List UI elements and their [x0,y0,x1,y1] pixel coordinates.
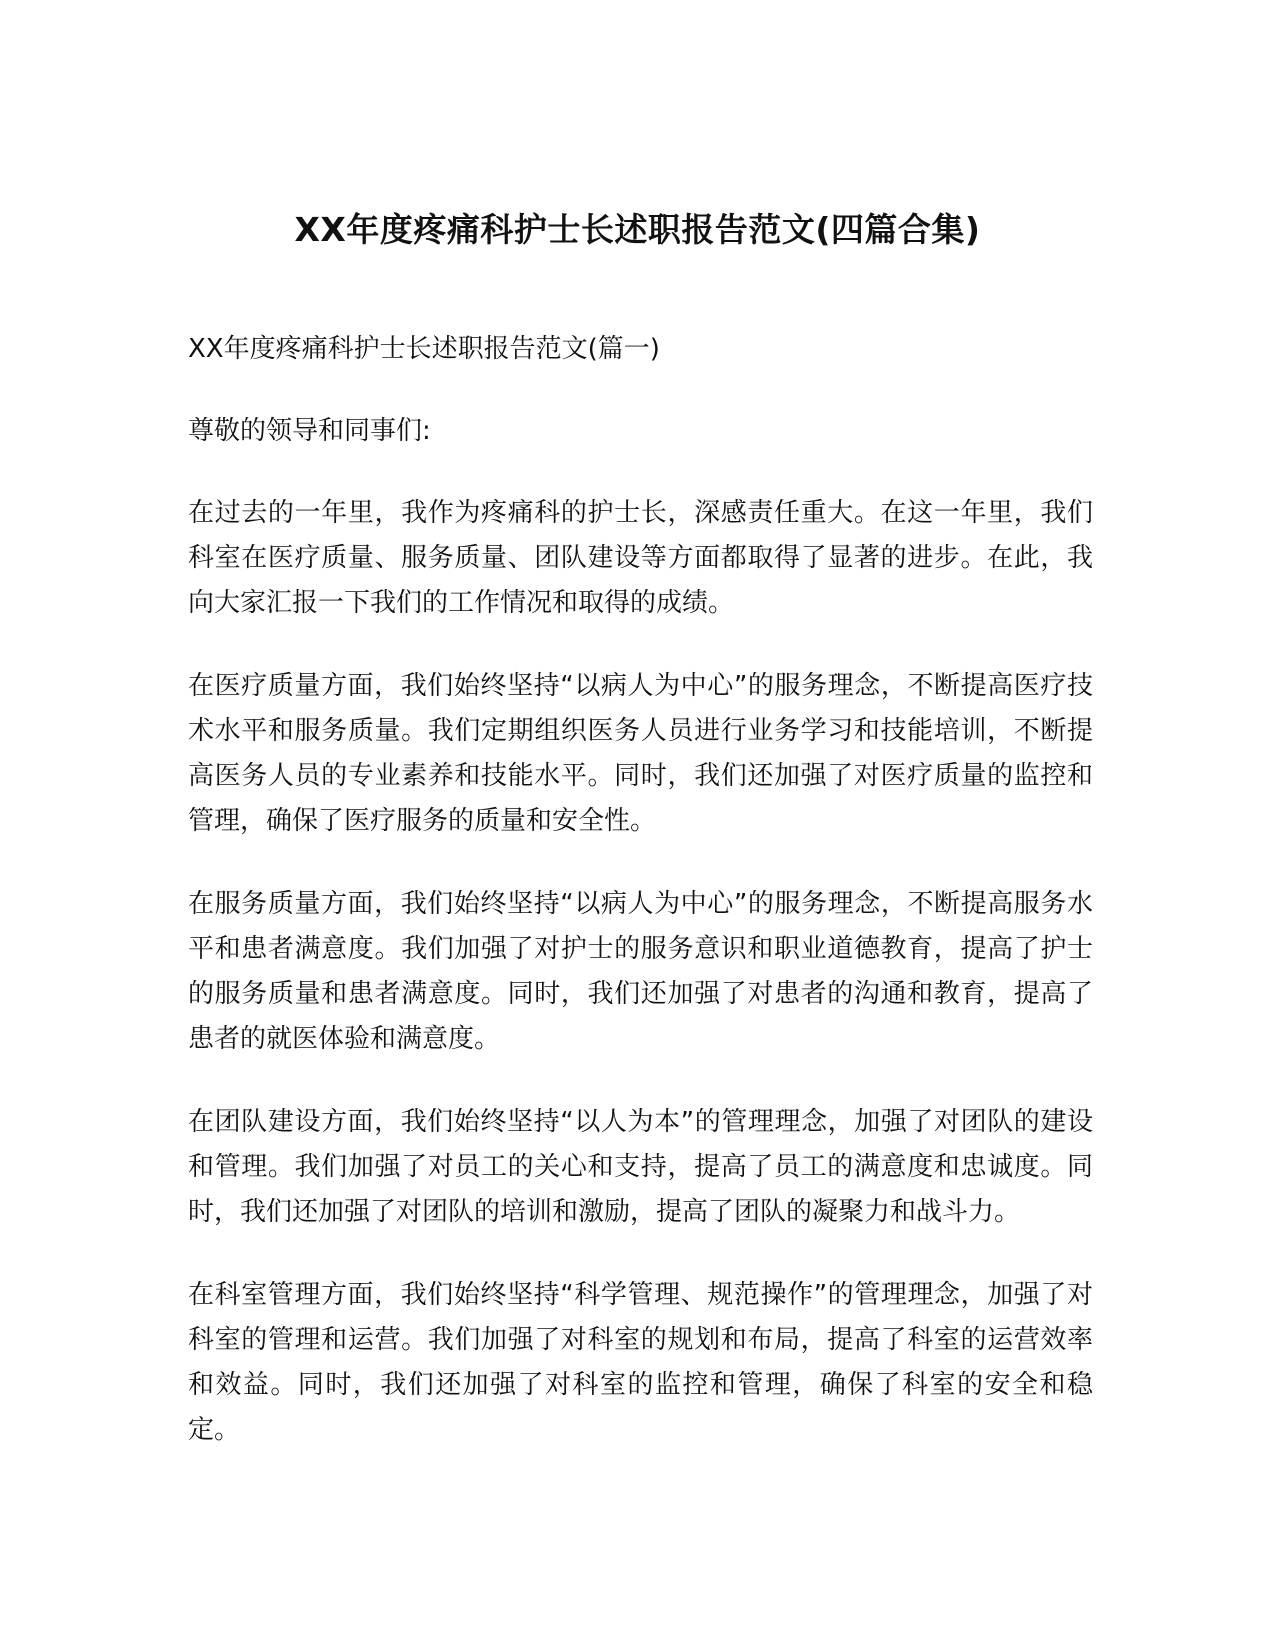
paragraph-intro: 在过去的一年里，我作为疼痛科的护士长，深感责任重大。在这一年里，我们科室在医疗质量、服务质量、团队建设等方面都取得了显著的进步。在此，我向大家汇报一下我们的工作情况和取得的成绩。 [188,498,1093,618]
document-title: XX年度疼痛科护士长述职报告范文(四篇合集) [294,210,981,249]
paragraph-medical-quality: 在医疗质量方面，我们始终坚持“以病人为中心”的服务理念，不断提高医疗技术水平和服务质量。我们定期组织医务人员进行业务学习和技能培训，不断提高医务人员的专业素养和技能水平。同时，我们还加强了对医疗质量的监控和管理，确保了医疗服务的质量和安全性。 [188,671,1093,836]
paragraph-department-management: 在科室管理方面，我们始终坚持“科学管理、规范操作”的管理理念，加强了对科室的管理和运营。我们加强了对科室的规划和布局，提高了科室的运营效率和效益。同时，我们还加强了对科室的监控和管理，确保了科室的安全和稳定。 [188,1280,1093,1445]
salutation: 尊敬的领导和同事们: [188,416,431,446]
document-body [188,327,1093,1491]
paragraph-team-building: 在团队建设方面，我们始终坚持“以人为本”的管理理念，加强了对团队的建设和管理。我们加强了对员工的关心和支持，提高了员工的满意度和忠诚度。同时，我们还加强了对团队的培训和激励，提高了团队的凝聚力和战斗力。 [188,1107,1093,1227]
section-heading: XX年度疼痛科护士长述职报告范文(篇一) [188,334,660,364]
paragraph-service-quality: 在服务质量方面，我们始终坚持“以病人为中心”的服务理念，不断提高服务水平和患者满意度。我们加强了对护士的服务意识和职业道德教育，提高了护士的服务质量和患者满意度。同时，我们还加强了对患者的沟通和教育，提高了患者的就医体验和满意度。 [188,889,1093,1054]
